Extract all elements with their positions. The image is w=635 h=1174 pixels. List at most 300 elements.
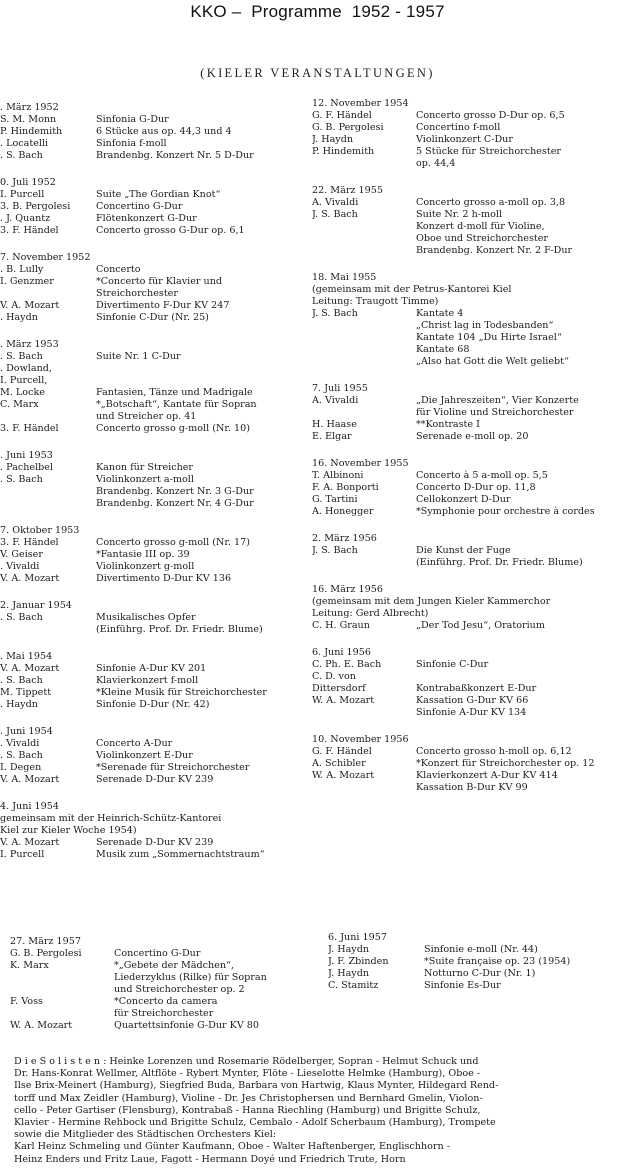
program-row [0,213,310,225]
work-title: 6 Stücke aus op. 44,3 und 4 [96,126,232,137]
composer-name: W. A. Mozart [10,1020,73,1031]
program-row [312,620,635,632]
composer-name: A. Vivaldi [312,395,359,406]
program-row [312,557,635,569]
program-row [312,659,635,671]
program-row [10,972,315,984]
composer-name [312,221,416,233]
work-title: Musik zum „Sommernachtstraum“ [96,849,265,860]
concert-date: 22. März 1955 [312,185,383,196]
composer-name: 3. F. Händel [0,537,59,548]
work-title: für Violine und Streichorchester [416,407,574,418]
concert-date: 7. Juli 1955 [312,383,368,394]
work-title: *Suite française op. 23 (1954) [424,956,571,967]
composer-name [10,972,114,984]
soloists-line: cello - Peter Gartiser (Flensburg), Kontrabaß - Hanna Riechling (Hamburg) und Brigitte Schulz, [14,1104,481,1116]
work-title: Sinfonie D-Dur (Nr. 42) [96,699,210,710]
concert-date: 27. März 1957 [10,936,81,947]
program-row [0,762,310,774]
work-title: Concerto grosso g-moll (Nr. 10) [96,423,250,434]
work-title [416,671,635,683]
program-row [312,407,635,419]
program-row [0,138,310,150]
work-title: *„Botschaft“, Kantate für Sopran [96,399,257,410]
work-title: „Also hat Gott die Welt geliebt“ [416,356,569,367]
program-row [328,944,633,956]
work-title: Concerto grosso g-moll (Nr. 17) [96,537,250,548]
composer-name: 3. B. Pergolesi [0,201,71,212]
program-row [0,561,310,573]
program-row [0,849,310,861]
concert-date: 7. November 1952 [0,252,91,263]
soloists-section [14,1056,629,1166]
work-title: Violinkonzert C-Dur [416,134,513,145]
work-title: Divertimento F-Dur KV 247 [96,300,230,311]
program-row [0,126,310,138]
concert-date: 7. Oktober 1953 [0,525,80,536]
program-row [312,158,635,170]
program-row [312,134,635,146]
work-title: Sinfonie C-Dur (Nr. 25) [96,312,209,323]
program-row [0,474,310,486]
work-title [96,375,310,387]
work-title: Concerto A-Dur [96,738,173,749]
work-title: Concerto grosso a-moll op. 3,8 [416,197,566,208]
concert-date: 6. Juni 1957 [328,932,387,943]
composer-name [0,411,96,423]
work-title: Serenade D-Dur KV 239 [96,774,214,785]
work-title: Flötenkonzert G-Dur [96,213,197,224]
concert-entry [312,98,635,170]
program-row [0,363,310,375]
composer-name: G. B. Pergolesi [312,122,384,133]
composer-name: W. A. Mozart [312,770,375,781]
composer-name: J. S. Bach [312,308,358,319]
program-row [312,344,635,356]
composer-name: . S. Bach [0,150,43,161]
program-row [312,470,635,482]
program-row [312,146,635,158]
program-row [312,770,635,782]
program-row [328,968,633,980]
composer-name [312,557,416,569]
concert-entry [0,252,310,324]
work-title: Kantate 4 [416,308,464,319]
program-column-left [0,102,310,876]
work-title: Fantasien, Tänze und Madrigale [96,387,253,398]
soloists-line: sowie die Mitglieder des Städtischen Orchesters Kiel: [14,1129,277,1141]
composer-name: . S. Bach [0,675,43,686]
composer-name: P. Hindemith [312,146,375,157]
page-title: KKO – Programme 1952 - 1957 [190,2,445,21]
composer-name: . Vivaldi [0,561,40,572]
program-row [328,956,633,968]
composer-name [312,245,416,257]
program-row [0,699,310,711]
program-row [0,663,310,675]
program-row [0,774,310,786]
concert-date: . Juni 1953 [0,450,53,461]
work-title: Sinfonie Es-Dur [424,980,501,991]
composer-name: V. A. Mozart [0,300,60,311]
program-row [312,671,635,683]
concert-entry [0,525,310,585]
program-row [10,1020,315,1032]
composer-name: . S. Bach [0,474,43,485]
work-title: Concerto grosso h-moll op. 6,12 [416,746,572,757]
composer-name: P. Hindemith [0,126,63,137]
work-title: Concerto D-Dur op. 11,8 [416,482,536,493]
program-row [312,221,635,233]
composer-name [312,158,416,170]
composer-name: . J. Quantz [0,213,51,224]
program-row [312,122,635,134]
work-title: Brandenbg. Konzert Nr. 3 G-Dur [96,486,254,497]
work-title: *Kleine Musik für Streichorchester [96,687,267,698]
work-title: und Streichorchester op. 2 [114,984,245,995]
composer-name: . S. Bach [0,750,43,761]
work-title: Kassation G-Dur KV 66 [416,695,529,706]
composer-name [312,320,416,332]
work-title: Concertino f-moll [416,122,501,133]
concert-note: Leitung: Traugott Timme) [312,296,439,307]
composer-name: I. Purcell [0,189,45,200]
program-row [312,683,635,695]
composer-name [312,356,416,368]
program-row [0,612,310,624]
program-row [0,276,310,288]
work-title: Concerto [96,264,141,275]
composer-name: 3. F. Händel [0,423,59,434]
composer-name: G. F. Händel [312,746,372,757]
composer-name [312,407,416,419]
composer-name: J. S. Bach [312,209,358,220]
work-title: op. 44,4 [416,158,456,169]
work-title: Brandenbg. Konzert Nr. 2 F-Dur [416,245,573,256]
work-title: Cellokonzert D-Dur [416,494,511,505]
composer-name: M. Locke [0,387,45,398]
concert-date: 18. Mai 1955 [312,272,377,283]
program-row [0,498,310,510]
program-row [312,545,635,557]
program-row [312,233,635,245]
work-title: Klavierkonzert f-moll [96,675,199,686]
concert-date: . Mai 1954 [0,651,53,662]
work-title: *Konzert für Streichorchester op. 12 [416,758,595,769]
composer-name: . Vivaldi [0,738,40,749]
program-column-right [312,98,635,809]
composer-name: C. Stamitz [328,980,379,991]
composer-name: A. Vivaldi [312,197,359,208]
work-title: Sinfonie A-Dur KV 134 [416,707,527,718]
work-title: Violinkonzert a-moll [96,474,194,485]
composer-name [312,782,416,794]
concert-note: Leitung: Gerd Albrecht) [312,608,429,619]
concert-entry [312,458,635,518]
composer-name: I. Degen [0,762,42,773]
program-row [0,351,310,363]
composer-name: C. H. Graun [312,620,370,631]
work-title: *Concerto für Klavier und [96,276,223,287]
composer-name [10,1008,114,1020]
composer-name: I. Purcell, [0,375,48,386]
composer-name [312,344,416,356]
composer-name: . S. Bach [0,612,43,623]
work-title: Concerto grosso G-Dur op. 6,1 [96,225,245,236]
program-row [312,782,635,794]
work-title: **Kontraste I [416,419,480,430]
program-row [0,312,310,324]
work-title: Concertino G-Dur [114,948,201,959]
program-row [10,960,315,972]
composer-name: C. D. von [312,671,356,682]
program-row [312,494,635,506]
program-row [0,411,310,423]
work-title: Serenade e-moll op. 20 [416,431,529,442]
program-row [0,288,310,300]
program-row [0,675,310,687]
composer-name: W. A. Mozart [312,695,375,706]
program-row [312,482,635,494]
work-title: (Einführg. Prof. Dr. Friedr. Blume) [416,557,583,568]
concert-date: . Juni 1954 [0,726,53,737]
work-title: für Streichorchester [114,1008,214,1019]
work-title: Kantate 104 „Du Hirte Israel“ [416,332,562,343]
concert-entry [0,339,310,435]
concert-date: 10. November 1956 [312,734,409,745]
work-title: Sinfonie e-moll (Nr. 44) [424,944,538,955]
program-row [0,114,310,126]
work-title: *Serenade für Streichorchester [96,762,250,773]
work-title: Quartettsinfonie G-Dur KV 80 [114,1020,260,1031]
work-title: *Fantasie III op. 39 [96,549,190,560]
composer-name: V. A. Mozart [0,837,60,848]
composer-name: Dittersdorf [312,683,366,694]
work-title: Oboe und Streichorchester [416,233,549,244]
work-title: *„Gebete der Mädchen“, [114,960,235,971]
program-row [312,332,635,344]
composer-name: V. A. Mozart [0,774,60,785]
program-row [0,264,310,276]
work-title: Concerto à 5 a-moll op. 5,5 [416,470,548,481]
work-title: Divertimento D-Dur KV 136 [96,573,232,584]
composer-name: F. Voss [10,996,43,1007]
work-title: Klavierkonzert A-Dur KV 414 [416,770,558,781]
concert-note: (gemeinsam mit dem Jungen Kieler Kammerchor [312,596,551,607]
work-title: Sinfonia G-Dur [96,114,169,125]
composer-name: A. Honegger [312,506,374,517]
concert-date: 6. Juni 1956 [312,647,371,658]
composer-name [312,233,416,245]
concert-note: Kiel zur Kieler Woche 1954) [0,825,137,836]
concert-date: 12. November 1954 [312,98,409,109]
concert-entry [0,726,310,786]
concert-entry [0,102,310,162]
concert-entry [0,651,310,711]
work-title: Violinkonzert g-moll [96,561,195,572]
concert-entry [312,734,635,794]
composer-name: T. Albinoni [312,470,364,481]
composer-name [0,498,96,510]
work-title: „Die Jahreszeiten“, Vier Konzerte [416,395,579,406]
composer-name: . Haydn [0,312,38,323]
program-row [312,695,635,707]
work-title: Brandenbg. Konzert Nr. 5 D-Dur [96,150,254,161]
work-title: Liederzyklus (Rilke) für Sopran [114,972,267,983]
program-row [0,150,310,162]
composer-name: I. Purcell [0,849,45,860]
composer-name: M. Tippett [0,687,52,698]
composer-name [312,707,416,719]
concert-entry [312,185,635,257]
program-row [0,573,310,585]
program-row [0,462,310,474]
work-title: Musikalisches Opfer [96,612,196,623]
program-row [312,431,635,443]
composer-name: J. Haydn [328,968,370,979]
program-row [0,750,310,762]
work-title: Violinkonzert E-Dur [96,750,193,761]
program-row [0,837,310,849]
program-row [312,308,635,320]
program-row [0,300,310,312]
program-row [312,209,635,221]
program-row [0,537,310,549]
concert-date: 16. November 1955 [312,458,409,469]
work-title: Die Kunst der Fuge [416,545,511,556]
soloists-line: D i e S o l i s t e n : Heinke Lorenzen und Rosemarie Rödelberger, Sopran - Helmut Schuck und [14,1056,479,1067]
work-title: Kanon für Streicher [96,462,194,473]
concert-note: (gemeinsam mit der Petrus-Kantorei Kiel [312,284,512,295]
work-title: Konzert d-moll für Violine, [416,221,545,232]
program-row [10,1008,315,1020]
concert-entry [0,801,310,861]
work-title: Concerto grosso D-Dur op. 6,5 [416,110,565,121]
work-title: *Symphonie pour orchestre à cordes [416,506,595,517]
work-title: Streichorchester [96,288,178,299]
work-title: „Christ lag in Todesbanden“ [416,320,554,331]
composer-name: G. Tartini [312,494,358,505]
composer-name: V. A. Mozart [0,573,60,584]
program-row [0,189,310,201]
work-title: Suite Nr. 2 h-moll [416,209,503,220]
work-title: (Einführg. Prof. Dr. Friedr. Blume) [96,624,263,635]
program-row [10,996,315,1008]
composer-name: F. A. Bonporti [312,482,379,493]
composer-name: E. Elgar [312,431,352,442]
composer-name: J. Haydn [328,944,370,955]
composer-name [0,288,96,300]
concert-date: 0. Juli 1952 [0,177,56,188]
soloists-line: Ilse Brix-Meinert (Hamburg), Siegfried Buda, Barbara von Hartwig, Klaus Mynter, Hildegard Rend- [14,1080,499,1092]
program-row [0,375,310,387]
composer-name [0,624,96,636]
composer-name: C. Ph. E. Bach [312,659,382,670]
soloists-line: Heinz Enders und Fritz Laue, Fagott - Hermann Doyé und Friedrich Trute, Horn [14,1153,406,1165]
program-row [10,948,315,960]
composer-name: A. Schibler [312,758,366,769]
work-title: Kassation B-Dur KV 99 [416,782,528,793]
work-title: Suite Nr. 1 C-Dur [96,351,181,362]
composer-name: . B. Lully [0,264,44,275]
composer-name [10,984,114,996]
program-row [312,506,635,518]
concert-date: 4. Juni 1954 [0,801,59,812]
composer-name: V. A. Mozart [0,663,60,674]
concert-entry [0,450,310,510]
composer-name: 3. F. Händel [0,225,59,236]
concert-date: 2. März 1956 [312,533,377,544]
work-title: 5 Stücke für Streichorchester [416,146,561,157]
program-row [0,486,310,498]
program-row [312,419,635,431]
soloists-line: Dr. Hans-Konrat Wellmer, Altflöte - Rybert Mynter, Flöte - Lieselotte Helmke (Hamburg), Oboe - [14,1068,481,1080]
program-row [0,387,310,399]
composer-name: . S. Bach [0,351,43,362]
composer-name: H. Haase [312,419,357,430]
composer-name: G. B. Pergolesi [10,948,82,959]
composer-name: J. S. Bach [312,545,358,556]
program-column-bottom-left [10,936,315,1047]
program-row [312,758,635,770]
concert-note: gemeinsam mit der Heinrich-Schütz-Kantorei [0,813,222,824]
work-title: Concertino G-Dur [96,201,183,212]
composer-name: . Dowland, [0,363,52,374]
concert-entry [328,932,633,992]
soloists-line: torff und Max Zeidler (Hamburg), Violine - Dr. Jes Christophersen und Bernhard Gmelin, Violon- [14,1092,483,1104]
composer-name: S. M. Monn [0,114,57,125]
composer-name: I. Genzmer [0,276,54,287]
page-subtitle: (KIELER VERANSTALTUNGEN) [200,66,435,80]
program-row [312,395,635,407]
work-title: Brandenbg. Konzert Nr. 4 G-Dur [96,498,254,509]
work-title: und Streicher op. 41 [96,411,197,422]
program-row [0,423,310,435]
program-row [0,687,310,699]
concert-date: 2. Januar 1954 [0,600,72,611]
concert-entry [312,533,635,569]
program-row [312,707,635,719]
concert-entry [312,647,635,719]
program-row [0,738,310,750]
program-row [10,984,315,996]
composer-name: J. F. Zbinden [328,956,389,967]
program-column-bottom-right [328,932,633,1007]
composer-name: J. Haydn [312,134,354,145]
work-title: „Der Tod Jesu“, Oratorium [416,620,545,631]
program-row [0,201,310,213]
composer-name: G. F. Händel [312,110,372,121]
composer-name: V. Geiser [0,549,43,560]
concert-date: . März 1953 [0,339,59,350]
composer-name: K. Marx [10,960,49,971]
concert-date: . März 1952 [0,102,59,113]
concert-entry [0,177,310,237]
program-row [0,399,310,411]
composer-name [312,332,416,344]
work-title: Notturno C-Dur (Nr. 1) [424,968,536,979]
concert-entry [312,383,635,443]
composer-name: C. Marx [0,399,39,410]
program-row [312,110,635,122]
program-row [0,225,310,237]
work-title: Kantate 68 [416,344,470,355]
composer-name: . Haydn [0,699,38,710]
work-title [96,363,310,375]
program-row [0,624,310,636]
concert-entry [312,272,635,368]
soloists-line: Klavier - Hermine Rehbock und Brigitte Schulz, Cembalo - Adolf Scherbaum (Hamburg), Trompete [14,1117,496,1129]
